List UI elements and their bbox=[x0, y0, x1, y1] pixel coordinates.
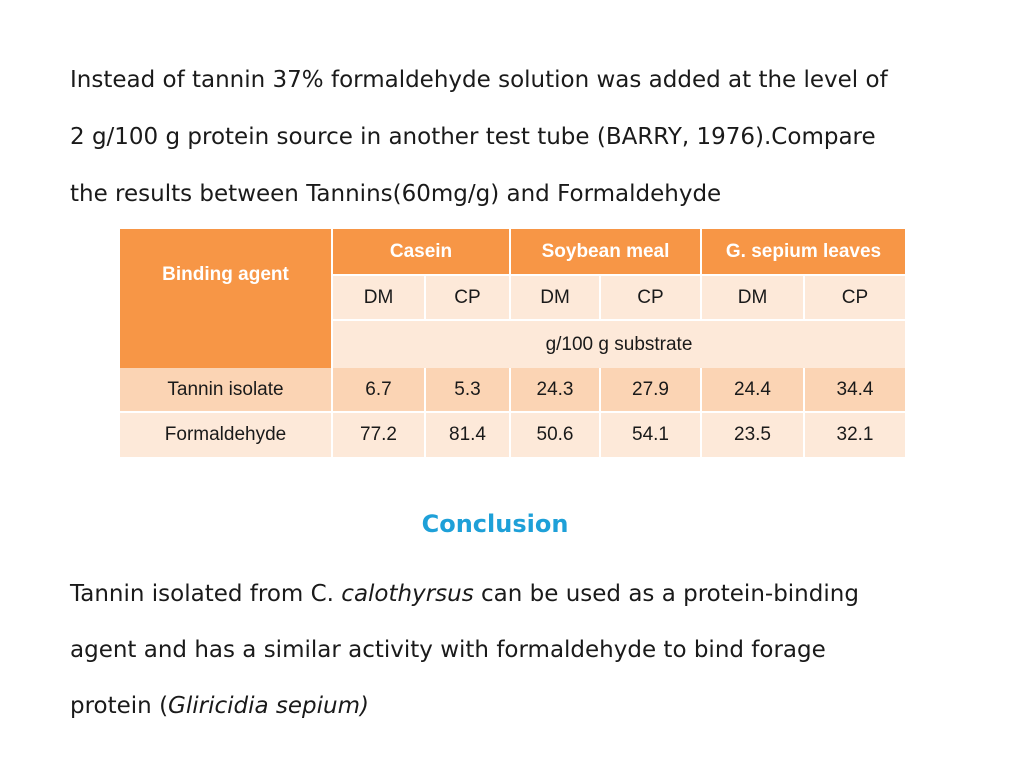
species-name: calothyrsus bbox=[341, 581, 474, 607]
subcol-sepium-dm: DM bbox=[701, 275, 804, 320]
binding-agent-header: Binding agent bbox=[120, 229, 332, 320]
results-table bbox=[120, 229, 905, 457]
table-cell: 24.3 bbox=[510, 368, 600, 412]
conclusion-text: can be used as a protein-binding bbox=[473, 581, 859, 607]
intro-line-1: Instead of tannin 37% formaldehyde solution was added at the level of bbox=[70, 67, 888, 93]
conclusion-text: protein ( bbox=[70, 693, 169, 719]
subcol-soybean-cp: CP bbox=[600, 275, 701, 320]
conclusion-line-2: agent and has a similar activity with formaldehyde to bind forage bbox=[70, 637, 826, 663]
conclusion-paragraph bbox=[70, 566, 990, 734]
table-cell: 23.5 bbox=[701, 412, 804, 457]
g-sepium-leaves-header: G. sepium leaves bbox=[701, 229, 905, 275]
subcol-casein-cp: CP bbox=[425, 275, 510, 320]
table-cell: 81.4 bbox=[425, 412, 510, 457]
table-row bbox=[120, 368, 905, 412]
row-label: Formaldehyde bbox=[120, 412, 332, 457]
soybean-meal-header: Soybean meal bbox=[510, 229, 701, 275]
table-cell: 24.4 bbox=[701, 368, 804, 412]
header-blank-cell bbox=[120, 320, 332, 368]
table-cell: 6.7 bbox=[332, 368, 425, 412]
intro-line-3: the results between Tannins(60mg/g) and Formaldehyde bbox=[70, 181, 722, 207]
unit-label: g/100 g substrate bbox=[332, 320, 905, 368]
subcol-casein-dm: DM bbox=[332, 275, 425, 320]
table-cell: 77.2 bbox=[332, 412, 425, 457]
species-name: Gliricidia sepium) bbox=[168, 693, 370, 719]
subcol-soybean-dm: DM bbox=[510, 275, 600, 320]
conclusion-text: Tannin isolated from C. bbox=[70, 581, 342, 607]
intro-paragraph bbox=[70, 52, 990, 223]
table-cell: 50.6 bbox=[510, 412, 600, 457]
conclusion-title: Conclusion bbox=[421, 510, 569, 538]
table-cell: 34.4 bbox=[804, 368, 905, 412]
subcol-sepium-cp: CP bbox=[804, 275, 905, 320]
table-cell: 27.9 bbox=[600, 368, 701, 412]
table-cell: 54.1 bbox=[600, 412, 701, 457]
casein-header: Casein bbox=[332, 229, 510, 275]
intro-line-2: 2 g/100 g protein source in another test tube (BARRY, 1976).Compare bbox=[70, 124, 876, 150]
table-row bbox=[120, 412, 905, 457]
table-cell: 5.3 bbox=[425, 368, 510, 412]
table-cell: 32.1 bbox=[804, 412, 905, 457]
row-label: Tannin isolate bbox=[120, 368, 332, 412]
